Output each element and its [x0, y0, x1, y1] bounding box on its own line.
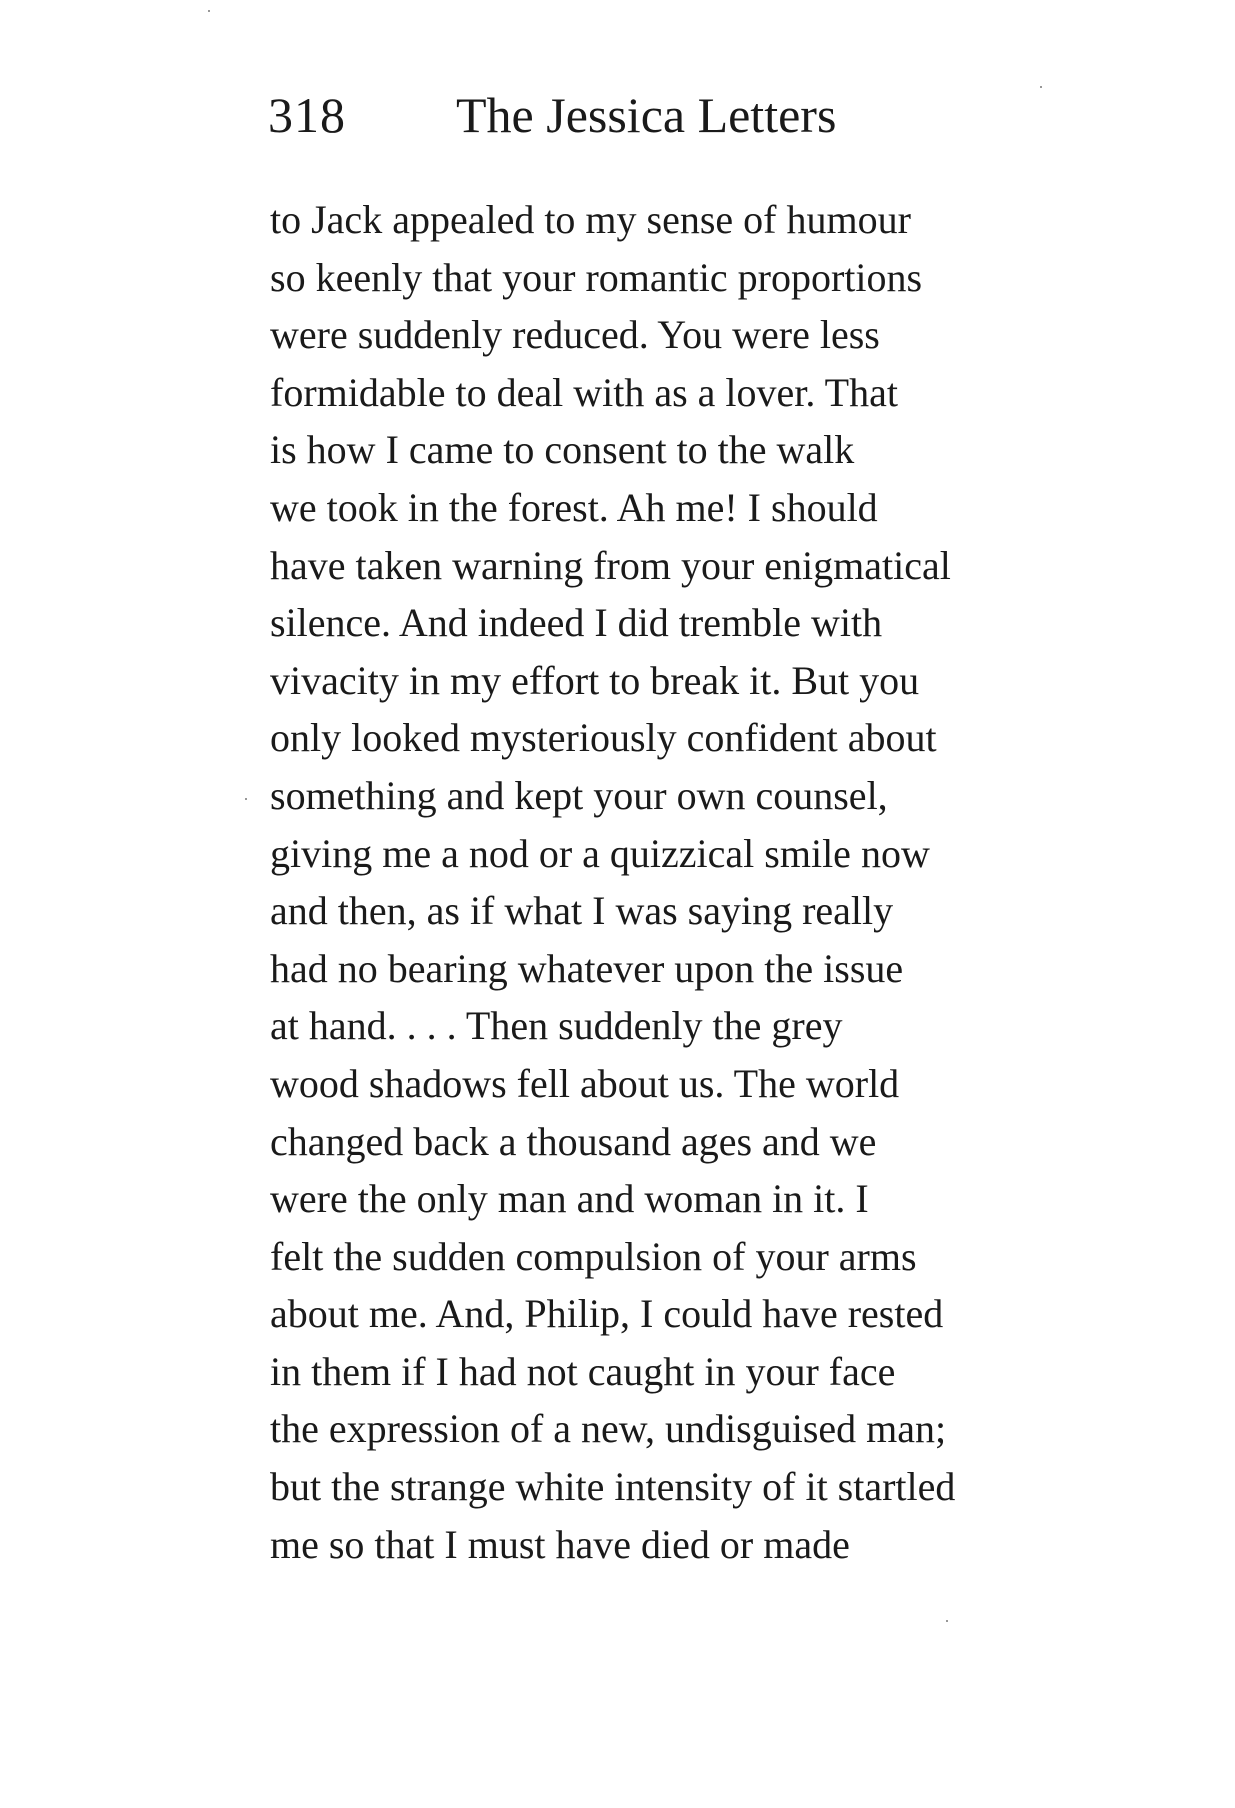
running-title: The Jessica Letters — [456, 87, 837, 143]
scan-speck — [1040, 86, 1042, 88]
text-line: only looked mysteriously confident about — [270, 715, 937, 761]
text-line: felt the sudden compulsion of your arms — [270, 1233, 917, 1279]
text-line: at hand. . . . Then suddenly the grey — [270, 1003, 843, 1049]
scan-speck — [245, 798, 247, 800]
text-line: had no bearing whatever upon the issue — [270, 945, 904, 991]
text-line: the expression of a new, undisguised man; — [270, 1406, 947, 1452]
text-line: changed back a thousand ages and we — [270, 1118, 877, 1164]
text-line: silence. And indeed I did tremble with — [270, 600, 883, 646]
running-head — [268, 80, 1068, 150]
text-line: is how I came to consent to the walk — [270, 427, 855, 473]
text-line: me so that I must have died or made — [270, 1521, 850, 1567]
text-line: about me. And, Philip, I could have rested — [270, 1291, 944, 1337]
text-line: so keenly that your romantic proportions — [270, 254, 923, 300]
text-line: were the only man and woman in it. I — [270, 1176, 869, 1222]
scan-speck — [946, 1620, 948, 1622]
text-line: giving me a nod or a quizzical smile now — [270, 830, 930, 876]
page-number: 318 — [268, 87, 346, 143]
text-line: wood shadows fell about us. The world — [270, 1060, 900, 1106]
text-line: something and kept your own counsel, — [270, 772, 888, 818]
text-line: and then, as if what I was saying really — [270, 888, 894, 934]
text-line: but the strange white intensity of it startled — [270, 1464, 956, 1510]
text-line: were suddenly reduced. You were less — [270, 312, 880, 358]
text-line: in them if I had not caught in your face — [270, 1348, 896, 1394]
text-line: we took in the forest. Ah me! I should — [270, 484, 878, 530]
scan-speck — [208, 10, 210, 12]
text-line: vivacity in my effort to break it. But you — [270, 657, 920, 703]
text-line: to Jack appealed to my sense of humour — [270, 197, 911, 242]
text-line: formidable to deal with as a lover. That — [270, 369, 898, 415]
text-line: have taken warning from your enigmatical — [270, 542, 951, 588]
body-text — [270, 191, 1065, 1573]
